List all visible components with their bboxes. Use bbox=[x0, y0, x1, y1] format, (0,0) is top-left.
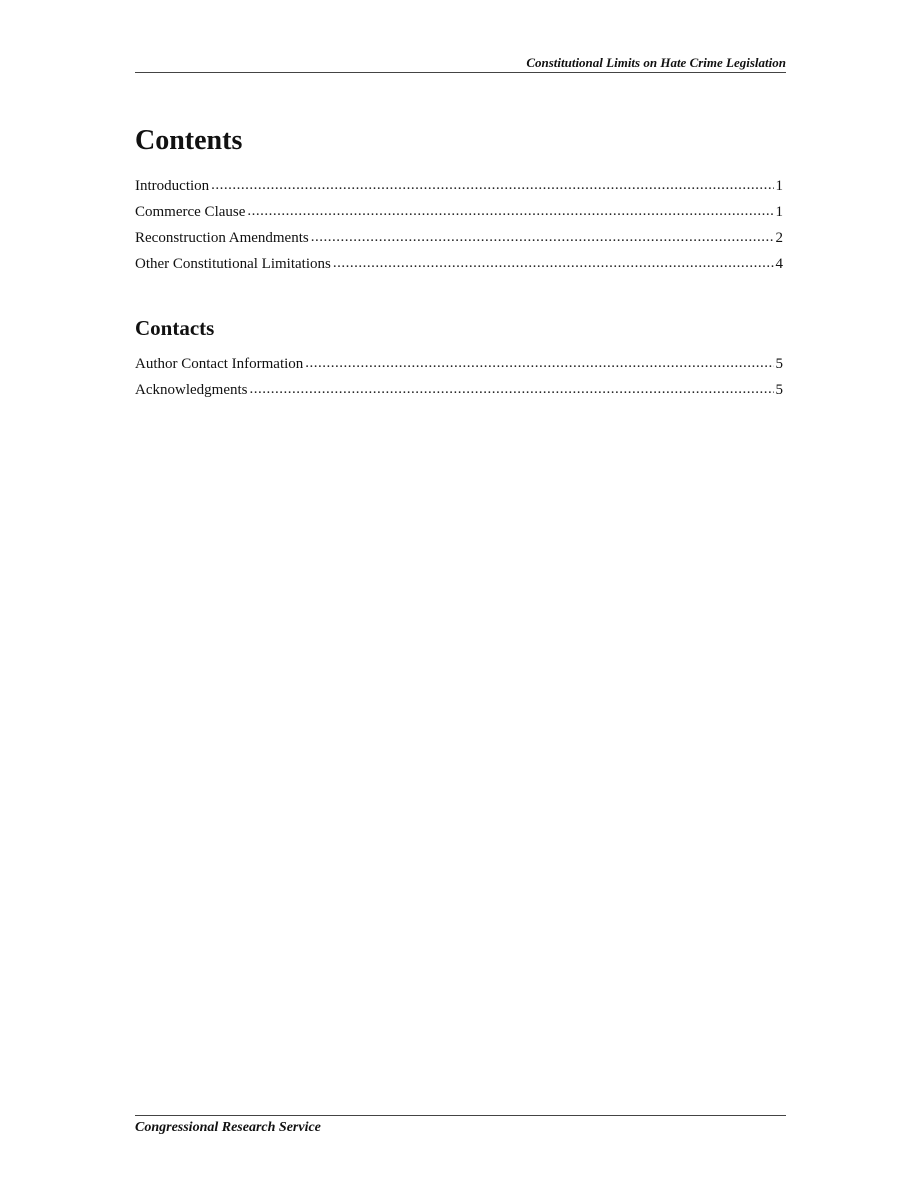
toc-entry-author-contact-information[interactable] bbox=[135, 354, 783, 380]
toc-entry-label: Commerce Clause bbox=[135, 204, 246, 220]
toc-entry-other-constitutional-limitations[interactable] bbox=[135, 254, 783, 280]
toc-entry-page: 2 bbox=[775, 230, 783, 246]
toc-entry-label: Reconstruction Amendments bbox=[135, 230, 309, 246]
contacts-heading: Contacts bbox=[135, 316, 215, 340]
toc-entry-acknowledgments[interactable] bbox=[135, 380, 783, 406]
toc-entry-page: 4 bbox=[775, 256, 783, 272]
toc-entry-label: Acknowledgments bbox=[135, 382, 248, 398]
toc-entry-label: Author Contact Information bbox=[135, 356, 304, 372]
dot-leader bbox=[311, 227, 774, 247]
toc-entry-page: 5 bbox=[775, 382, 783, 398]
toc-entry-commerce-clause[interactable] bbox=[135, 202, 783, 228]
running-footer-organization: Congressional Research Service bbox=[135, 1120, 321, 1135]
dot-leader bbox=[211, 175, 773, 195]
contents-heading: Contents bbox=[135, 125, 243, 156]
table-of-contents bbox=[135, 176, 783, 280]
dot-leader bbox=[305, 353, 773, 373]
toc-entry-page: 1 bbox=[775, 178, 783, 194]
toc-entry-label: Other Constitutional Limitations bbox=[135, 256, 331, 272]
toc-entry-label: Introduction bbox=[135, 178, 210, 194]
dot-leader bbox=[249, 379, 773, 399]
footer-rule bbox=[135, 1115, 786, 1116]
toc-entry-reconstruction-amendments[interactable] bbox=[135, 228, 783, 254]
toc-entry-page: 1 bbox=[775, 204, 783, 220]
dot-leader bbox=[333, 253, 774, 273]
toc-entry-page: 5 bbox=[775, 356, 783, 372]
dot-leader bbox=[247, 201, 773, 221]
header-rule bbox=[135, 72, 786, 73]
contacts-list bbox=[135, 354, 783, 406]
running-header-title: Constitutional Limits on Hate Crime Legislation bbox=[526, 55, 786, 70]
toc-entry-introduction[interactable] bbox=[135, 176, 783, 202]
